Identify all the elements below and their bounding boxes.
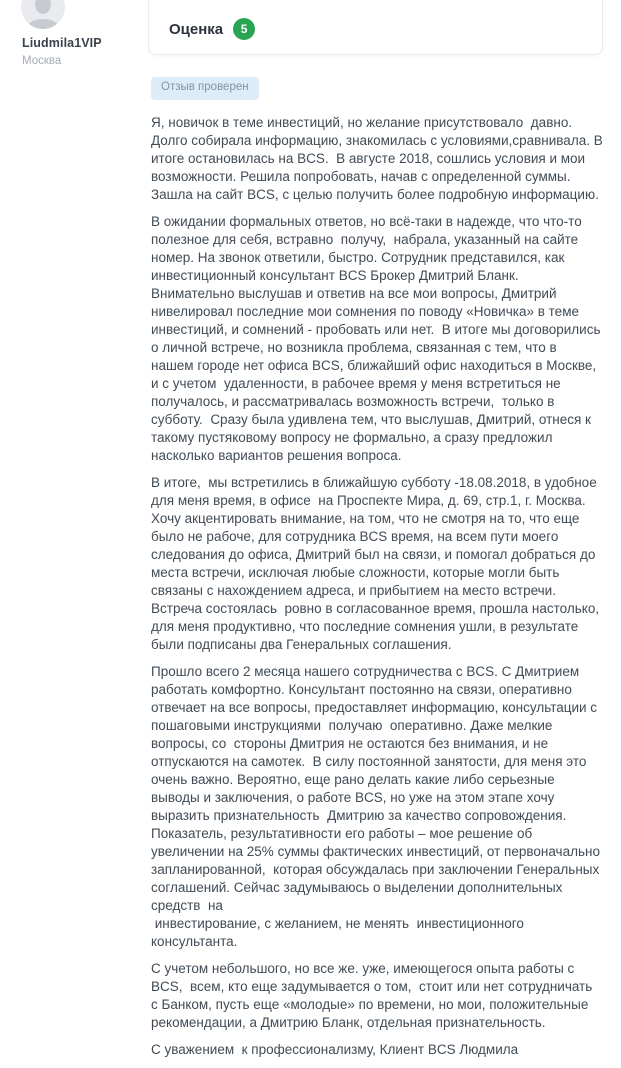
user-avatar[interactable]: [21, 0, 65, 29]
rating-card: [148, 0, 603, 55]
review-paragraph: С уважением к профессионализму, Клиент BCS Людмила: [151, 1041, 519, 1057]
rating-score-badge: 5: [233, 18, 255, 40]
rating-label: Оценка: [169, 20, 224, 38]
person-icon: [27, 19, 59, 29]
review-paragraph: Я, новичок в теме инвестиций, но желание присутствовало давно. Долго собирала информацию, знакомилась с условиями,сравнивала. В итоге остановилась на BCS. В августе 2018, сошлись условия и мои возможности. Решила попробовать, начав с определенной суммы. Зашла на сайт BCS, с целью получить более подробную информацию.: [151, 114, 607, 202]
user-city: Москва: [22, 55, 62, 67]
review-paragraph: В ожидании формальных ответов, но всё-таки в надежде, что что-то полезное для себя, встравно получу, набрала, указанный на сайте номер. На звонок ответили, быстро. Сотрудник представился, как инвестиционный консультант BCS Брокер Дмитрий Бланк. Внимательно выслушав и ответив на все мои вопросы, Дмитрий нивелировал последние мои сомнения по поводу «Новичка» в теме инвестиций, и сомнений - пробовать или нет. В итоге мы договорились о личной встрече, но возникла проблема, связанная с тем, что в нашем городе нет офиса BCS, ближайший офис находиться в Москве, и с учетом удаленности, в рабочее время у меня встретиться не получалось, и рассматривалась возможность встречи, только в субботу. Сразу была удивлена тем, что выслушав, Дмитрий, отнеся к такому пустяковому вопросу не формально, а сразу предложил насколько вариантов решения вопроса.: [151, 213, 605, 463]
review-paragraph: С учетом небольшого, но все же. уже, имеющегося опыта работы с BCS, всем, кто еще задумывается о том, стоит или нет сотрудничать с Банком, пусть еще «молодые» по времени, но мои, положительные рекомендации, а Дмитрию Бланк, отдельная признательность.: [151, 960, 600, 1030]
verified-badge: Отзыв проверен: [151, 77, 259, 100]
user-column: [0, 0, 148, 1068]
person-icon: [35, 0, 51, 14]
review-paragraph: В итоге, мы встретились в ближайшую субботу -18.08.2018, в удобное для меня время, в офисе на Проспекте Мира, д. 69, стр.1, г. Москва. Хочу акцентировать внимание, на том, что не смотря на то, что еще было не рабоче, для сотрудника BCS время, на всем пути моего следования до офиса, Дмитрий был на связи, и помогал добраться до места встречи, исключая любые сложности, которые могли быть связаны с нахождением адреса, и прибытием на место встречи. Встреча состоялась ровно в согласованное время, прошла настолько, для меня продуктивно, что последние сомнения ушли, в результате были подписаны два Генеральных соглашения.: [151, 474, 603, 652]
review-text: [151, 114, 607, 1059]
rating-row: [169, 18, 255, 40]
review-paragraph: Прошло всего 2 месяца нашего сотрудничества с BCS. С Дмитрием работать комфортно. Консультант постоянно на связи, оперативно отвечает на все вопросы, предоставляет информацию, консультации с пошаговыми инструкциями получаю оперативно. Даже мелкие вопросы, со стороны Дмитрия не остаются без внимания, и не отпускаются на самотек. В силу постоянной занятости, для меня это очень важно. Вероятно, еще рано делать какие либо серьезные выводы и заключения, о работе BCS, но уже на этом этапе хочу выразить признательность Дмитрию за качество сопровождения. Показатель, результативности его работы – мое решение об увеличении на 25% суммы фактических инвестиций, от первоначально запланированной, которая обсуждалась при заключении Генеральных соглашений. Сейчас задумываюсь о выделении дополнительных средств на инвестирование, с желанием, не менять инвестиционного консультанта.: [151, 663, 600, 949]
username[interactable]: Liudmila1VIP: [22, 36, 102, 50]
review-content: [148, 0, 607, 1068]
